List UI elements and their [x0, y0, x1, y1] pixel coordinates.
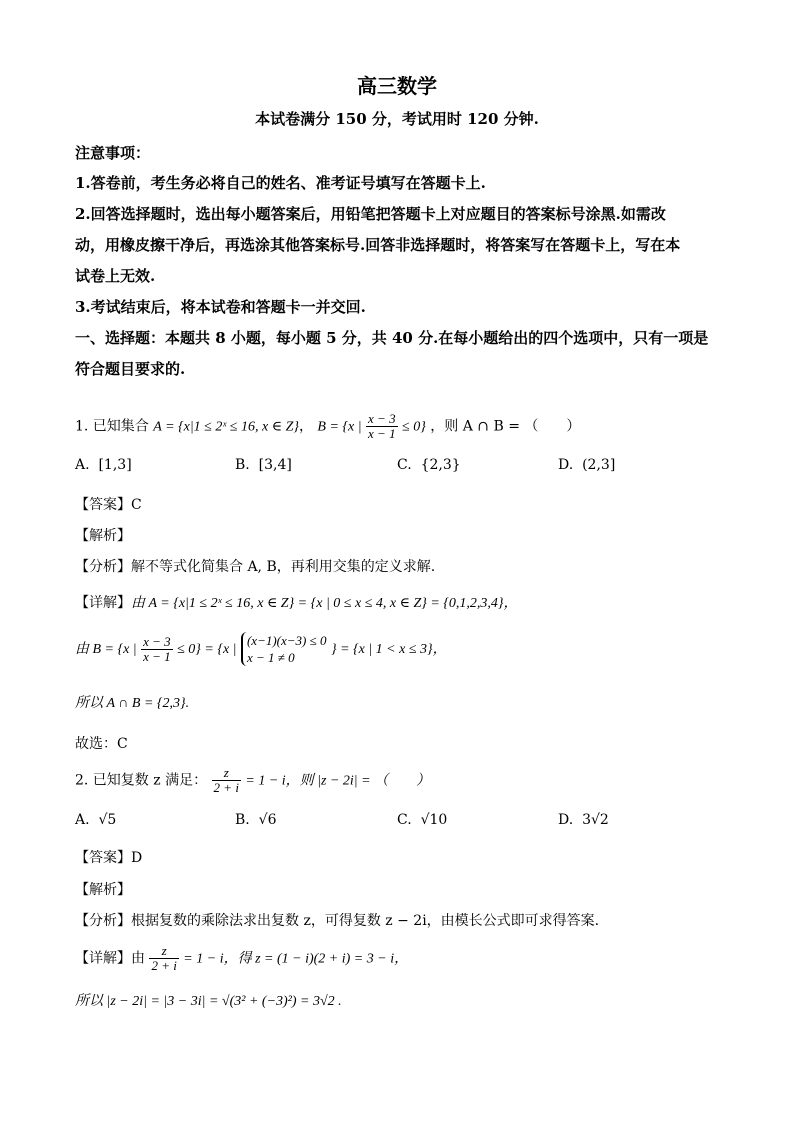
detail-text: 由	[131, 950, 145, 967]
question-1-conclusion: 故选：C	[75, 736, 128, 752]
fraction-numerator: z	[149, 944, 178, 959]
choice-value: √10	[420, 812, 448, 828]
question-1-stem: 1. 已知集合 A = {x|1 ≤ 2ˣ ≤ 16, x ∈ Z}， B = {x | $\frac{x - 3}{x - 1}$ ≤ 0} ，则 A ∩ B = （ ）	[75, 411, 581, 441]
answer-value: C	[131, 497, 142, 513]
question-1-detail-2	[75, 632, 447, 666]
choice-label: B.	[235, 457, 250, 473]
fraction-numerator: x − 3	[368, 411, 396, 426]
question-1-set-a: A = {x|1 ≤ 2ˣ ≤ 16, x ∈ Z}	[153, 419, 299, 435]
question-2-choice-c	[397, 812, 447, 828]
answer-value: D	[131, 850, 143, 866]
choice-value: 3√2	[582, 812, 609, 828]
system-line-2: x − 1 ≠ 0	[246, 650, 295, 665]
choice-value: √6	[258, 812, 277, 828]
question-1-detail-3: 所以 A ∩ B = {2,3}.	[75, 696, 190, 711]
system-line-1: (x−1)(x−3) ≤ 0	[246, 633, 327, 648]
choice-value: [1,3]	[98, 457, 132, 473]
analysis-text: 解不等式化简集合 A, B，再利用交集的定义求解.	[131, 559, 436, 575]
detail-fraction	[141, 635, 173, 664]
question-1-prefix: 1. 已知集合	[75, 418, 149, 435]
question-1-analysis-tag: 【解析】	[75, 528, 131, 544]
exam-info: 本试卷满分 150 分，考试用时 120 分钟.	[255, 110, 539, 128]
detail-fraction	[149, 944, 178, 973]
question-1-choice-d	[558, 457, 615, 473]
question-2-detail-1	[75, 944, 408, 973]
choice-value: {2,3}	[420, 457, 461, 473]
choice-label: C.	[397, 457, 412, 473]
question-2-answer	[75, 847, 142, 867]
section-heading-line-2: 符合题目要求的.	[75, 360, 186, 378]
choice-value: √5	[98, 812, 117, 828]
note-item-2-line-1: 2.回答选择题时，选出每小题答案后，用铅笔把答题卡上对应题目的答案标号涂黑.如需改	[75, 205, 666, 223]
question-1-choice-b	[235, 457, 292, 473]
question-2-choice-a	[75, 812, 116, 828]
choice-label: A.	[75, 812, 90, 828]
question-2-choice-d	[558, 812, 609, 828]
detail-text: } = {x | 1 < x ≤ 3}，	[330, 642, 447, 657]
question-2-detail-2: 所以 |z − 2i| = |3 − 3i| = √(3² + (−3)²) = 3√2 .	[75, 994, 342, 1009]
notes-heading: 注意事项：	[75, 144, 151, 162]
question-2-analysis-tag: 【解析】	[75, 882, 131, 898]
fraction-denominator: 2 + i	[213, 780, 239, 795]
question-1-ask: ，则 A ∩ B = （ ）	[430, 418, 581, 435]
detail-label: 【详解】	[75, 950, 131, 967]
choice-label: C.	[397, 812, 412, 828]
question-2-fraction	[212, 766, 241, 795]
detail-text: 由 A = {x|1 ≤ 2ˣ ≤ 16, x ∈ Z} = {x | 0 ≤ x ≤ 4, x ∈ Z} = {0,1,2,3,4}，	[131, 596, 518, 611]
detail-label: 【详解】	[75, 595, 131, 611]
question-1-choice-a	[75, 457, 132, 473]
fraction-denominator: x − 1	[143, 648, 171, 664]
question-2-choice-b	[235, 812, 276, 828]
choice-label: B.	[235, 812, 250, 828]
answer-tag: 【答案】	[75, 497, 131, 513]
fraction-denominator: x − 1	[368, 426, 396, 441]
question-2-stem	[75, 766, 430, 795]
note-item-2-line-3: 试卷上无效.	[75, 267, 156, 285]
fraction-numerator: x − 3	[143, 633, 171, 649]
fraction-denominator: 2 + i	[151, 958, 177, 973]
question-1-choice-c	[397, 457, 461, 473]
question-1-set-b-pre: B = {x |	[317, 419, 362, 435]
answer-tag: 【答案】	[75, 850, 131, 866]
note-item-1: 1.答卷前，考生务必将自己的姓名、准考证号填写在答题卡上.	[75, 174, 486, 192]
inequality-system	[241, 632, 327, 666]
choice-label: A.	[75, 457, 90, 473]
question-1-answer	[75, 494, 142, 514]
detail-text: = 1 − i，得 z = (1 − i)(2 + i) = 3 − i，	[183, 951, 409, 967]
question-1-analysis	[75, 556, 435, 576]
choice-label: D.	[558, 812, 574, 828]
detail-text: 由 B = {x |	[75, 642, 137, 657]
question-1-set-b-fraction	[366, 412, 398, 441]
choice-value: (2,3]	[582, 457, 616, 473]
analysis-text: 根据复数的乘除法求出复数 z，可得复数 z − 2i，由模长公式即可求得答案.	[131, 913, 600, 929]
detail-text: ≤ 0} = {x |	[177, 642, 237, 657]
analysis-label: 【分析】	[75, 559, 131, 575]
fraction-numerator: z	[212, 766, 241, 781]
section-heading-line-1: 一、选择题：本题共 8 小题，每小题 5 分，共 40 分.在每小题给出的四个选项中，只有一项是	[75, 329, 709, 347]
choice-value: [3,4]	[258, 457, 292, 473]
note-item-3: 3.考试结束后，将本试卷和答题卡一并交回.	[75, 298, 366, 316]
question-2-prefix: 2. 已知复数 z 满足：	[75, 772, 208, 789]
analysis-label: 【分析】	[75, 913, 131, 929]
choice-label: D.	[558, 457, 574, 473]
question-1-detail-1	[75, 592, 517, 612]
page-title: 高三数学	[357, 74, 437, 98]
question-2-equation: = 1 − i，则 |z − 2i| = （ ）	[245, 773, 431, 789]
question-1-set-b-post: ≤ 0}	[402, 419, 426, 435]
question-2-analysis	[75, 910, 599, 930]
note-item-2-line-2: 动，用橡皮擦干净后，再选涂其他答案标号.回答非选择题时，将答案写在答题卡上，写在本	[75, 236, 681, 254]
